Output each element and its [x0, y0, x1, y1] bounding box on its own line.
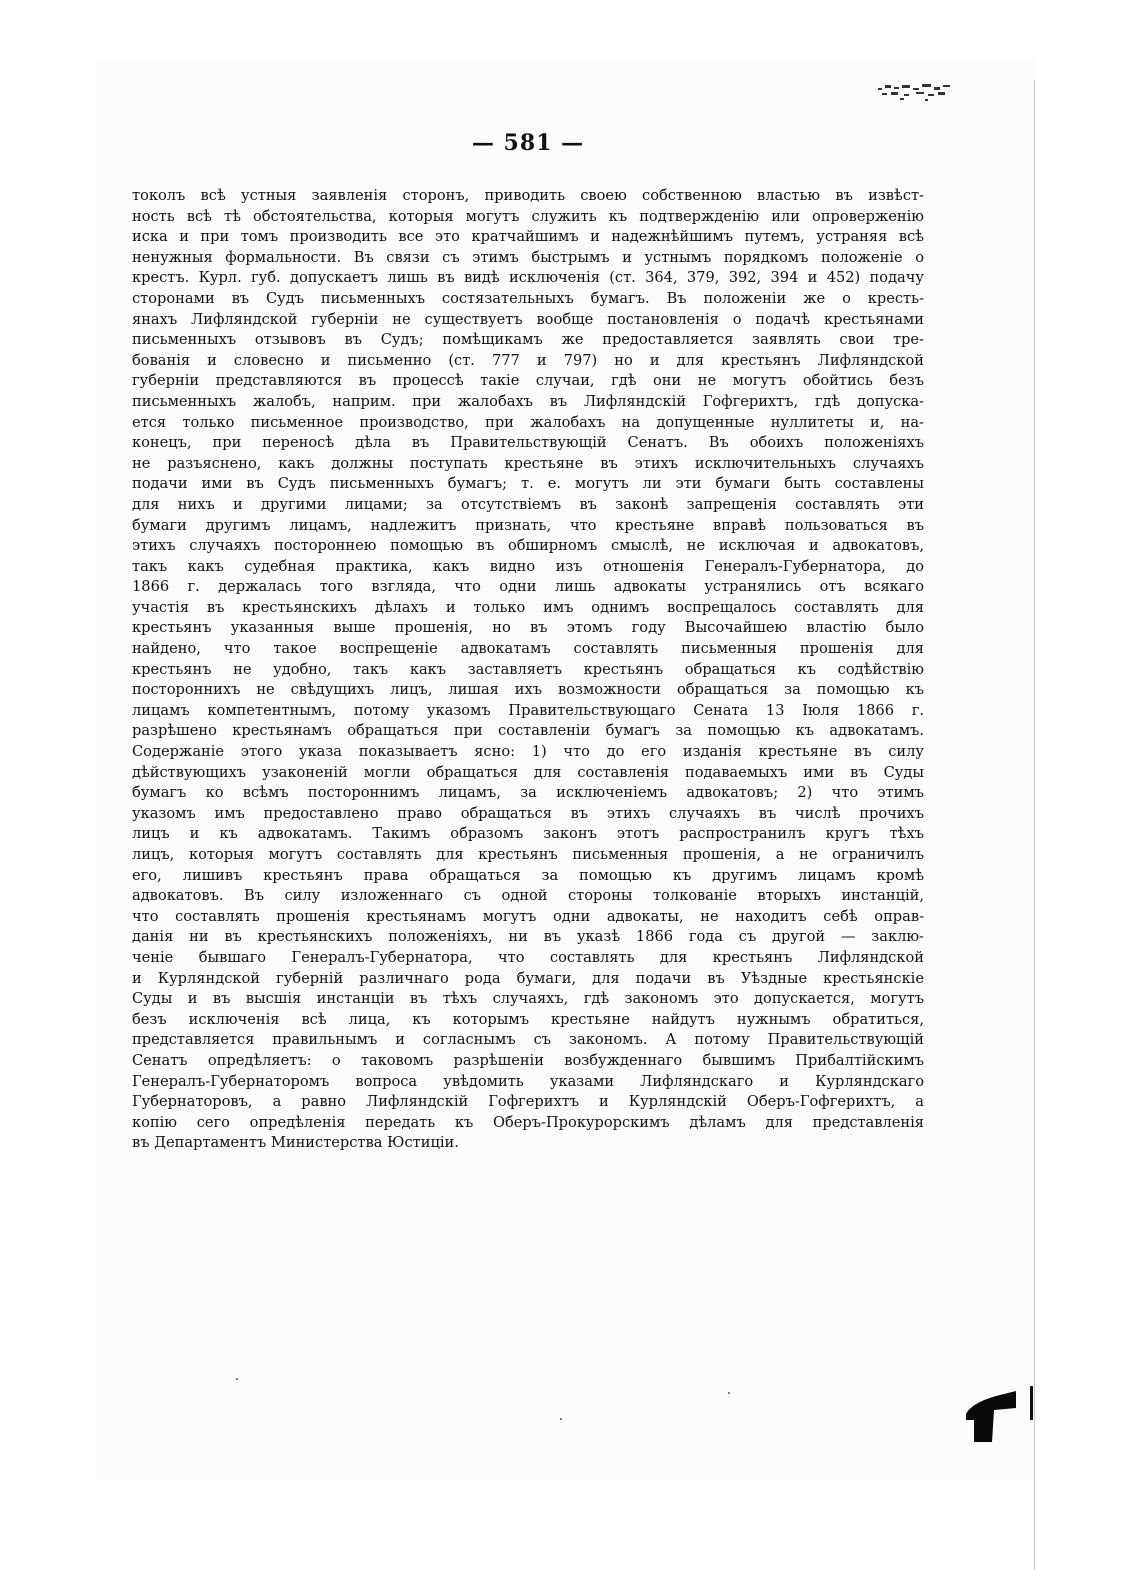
- text-line: разрѣшено крестьянамъ обращаться при составленіи бумагъ за помощью къ адвокатамъ.: [132, 722, 924, 740]
- text-line: этихъ случаяхъ постороннею помощью въ обширномъ смыслѣ, не исключая и адвокатовъ,: [132, 537, 924, 555]
- scan-speck: [236, 1378, 238, 1380]
- text-line: не разъяснено, какъ должны поступать крестьяне въ этихъ исключительныхъ случаяхъ: [132, 454, 924, 472]
- text-line: лицъ, которыя могутъ составлять для крестьянъ письменныя прошенія, а не ограничилъ: [132, 846, 924, 863]
- text-line: лицъ и къ адвокатамъ. Такимъ образомъ законъ этотъ распространилъ кругъ тѣхъ: [132, 825, 924, 843]
- text-line: крестьянъ указанныя выше прошенія, но въ этомъ году Высочайшею властію было: [132, 619, 924, 637]
- text-line: Генералъ-Губернаторомъ вопроса увѣдомить указами Лифляндскаго и Курляндскаго: [132, 1072, 924, 1090]
- text-line: адвокатовъ. Въ силу изложеннаго съ одной стороны толкованіе вторыхъ инстанцій,: [132, 887, 924, 905]
- text-line: указомъ имъ предоставлено право обращаться въ этихъ случаяхъ въ числѣ прочихъ: [132, 804, 924, 822]
- text-line: губерніи представляются въ процессѣ такіе случаи, гдѣ они не могутъ обойтись безъ: [132, 372, 924, 390]
- text-line: такъ какъ судебная практика, какъ видно изъ отношенія Генералъ-Губернатора, до: [132, 557, 924, 575]
- text-line: токолъ всѣ устныя заявленія сторонъ, приводить своею собственною властью въ извѣст-: [132, 187, 924, 204]
- text-line: безъ исключенія всѣ лица, къ которымъ крестьяне найдутъ нужнымъ обратиться,: [132, 1010, 924, 1028]
- text-line: янахъ Лифляндской губерніи не существуетъ вообще постановленія о подачѣ крестьянами: [132, 310, 924, 328]
- text-line: и Курляндской губерній различнаго рода бумаги, для подачи въ Уѣздные крестьянскіе: [132, 969, 924, 987]
- scan-speck: [728, 1392, 730, 1394]
- text-line: сторонами въ Судъ письменныхъ состязательныхъ бумагъ. Въ положеніи же о кресть-: [132, 289, 924, 307]
- text-line: Содержаніе этого указа показываетъ ясно: 1) что до его изданія крестьяне въ силу: [132, 743, 924, 761]
- text-line: крестъ. Курл. губ. допускаетъ лишь въ видѣ исключенія (ст. 364, 379, 392, 394 и 452) подачу: [132, 269, 924, 287]
- text-line: участія въ крестьянскихъ дѣлахъ и только имъ однимъ воспрещалось составлять для: [132, 598, 924, 616]
- text-line: что составлять прошенія крестьянамъ могутъ одни адвокаты, не находитъ себѣ оправ-: [132, 907, 924, 925]
- text-line: бованія и словесно и письменно (ст. 777 и 797) но и для крестьянъ Лифляндской: [132, 351, 924, 369]
- text-line: письменныхъ жалобъ, наприм. при жалобахъ въ Лифляндскій Гофгерихтъ, гдѣ допуска-: [132, 392, 924, 410]
- text-line: для нихъ и другими лицами; за отсутствіемъ въ законѣ запрещенія составлять эти: [132, 495, 924, 513]
- text-line: копію сего опредѣленія передать къ Оберъ-Прокурорскимъ дѣламъ для представленія: [132, 1113, 924, 1131]
- text-line: дѣйствующихъ узаконеній могли обращаться для составленія подаваемыхъ ими въ Суды: [132, 763, 924, 781]
- page-corner-mark-icon: [962, 1384, 1036, 1446]
- text-line: подачи ими въ Судъ письменныхъ бумагъ; т. е. могутъ ли эти бумаги быть составлены: [132, 475, 924, 493]
- page-number: — 581 —: [471, 130, 585, 156]
- text-line: Сенатъ опредѣляетъ: о таковомъ разрѣшеніи возбужденнаго бывшимъ Прибалтійскимъ: [132, 1051, 924, 1069]
- text-line: 1866 г. держалась того взгляда, что одни лишь адвокаты устранялись отъ всякаго: [132, 578, 924, 596]
- text-line: его, лишивъ крестьянъ права обращаться за помощью къ другимъ лицамъ кромѣ: [132, 866, 924, 884]
- body-text: [132, 186, 924, 1154]
- text-line: лицамъ компетентнымъ, потому указомъ Правительствующаго Сената 13 Іюля 1866 г.: [132, 701, 924, 719]
- text-line: найдено, что такое воспрещеніе адвокатамъ составлять письменныя прошенія для: [132, 640, 924, 658]
- text-line: конецъ, при переносѣ дѣла въ Правительствующій Сенатъ. Въ обоихъ положеніяхъ: [132, 434, 924, 452]
- text-line: въ Департаментъ Министерства Юстиціи.: [132, 1134, 459, 1152]
- text-line: ненужныя формальности. Въ связи съ этимъ быстрымъ и устнымъ порядкомъ положеніе о: [132, 248, 924, 266]
- text-line: ченіе бывшаго Генералъ-Губернатора, что составлять для крестьянъ Лифляндской: [132, 948, 924, 966]
- library-stamp-icon: [876, 82, 956, 104]
- text-line: бумаги другимъ лицамъ, надлежитъ признать, что крестьяне вправѣ пользоваться въ: [132, 516, 924, 534]
- text-line: постороннихъ не свѣдущихъ лицъ, лишая ихъ возможности обращаться за помощью къ: [132, 681, 924, 699]
- text-line: Суды и въ высшія инстанціи въ тѣхъ случаяхъ, гдѣ закономъ это допускается, могутъ: [132, 990, 924, 1008]
- page-edge-line: [1034, 80, 1035, 1570]
- text-line: письменныхъ отзывовъ въ Судъ; помѣщикамъ же предоставляется заявлять свои тре-: [132, 331, 924, 349]
- text-line: данія ни въ крестьянскихъ положеніяхъ, ни въ указѣ 1866 года съ другой — заклю-: [132, 928, 924, 946]
- text-line: иска и при томъ производить все это кратчайшимъ и надежнѣйшимъ путемъ, устраняя всѣ: [132, 228, 924, 246]
- text-line: представляется правильнымъ и согласнымъ съ закономъ. А потому Правительствующій: [132, 1031, 924, 1049]
- scan-speck: [560, 1418, 562, 1420]
- text-line: ность всѣ тѣ обстоятельства, которыя могутъ служить къ подтвержденію или опроверженію: [132, 207, 924, 225]
- text-line: бумагъ ко всѣмъ постороннимъ лицамъ, за исключеніемъ адвокатовъ; 2) что этимъ: [132, 784, 924, 802]
- text-line: Губернаторовъ, а равно Лифляндскій Гофгерихтъ и Курляндскій Оберъ-Гофгерихтъ, а: [132, 1093, 924, 1111]
- text-line: ется только письменное производство, при жалобахъ на допущенные нуллитеты и, на-: [132, 413, 924, 431]
- text-line: крестьянъ не удобно, такъ какъ заставляетъ крестьянъ обращаться къ содѣйствію: [132, 660, 924, 678]
